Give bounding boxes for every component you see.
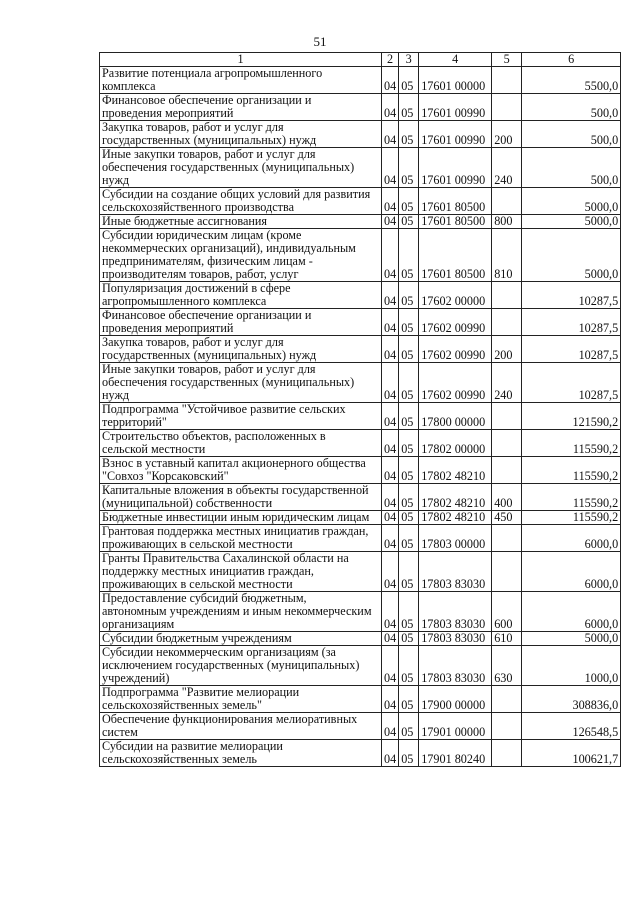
- row-target-code: 17803 00000: [419, 525, 492, 552]
- row-subsection: 05: [399, 484, 419, 511]
- row-amount: 6000,0: [522, 592, 621, 632]
- row-expense-type: [492, 740, 522, 767]
- row-subsection: 05: [399, 403, 419, 430]
- page-number: 51: [313, 34, 327, 49]
- row-section: 04: [382, 552, 399, 592]
- table-row: [100, 632, 621, 646]
- row-name: Подпрограмма "Устойчивое развитие сельских территорий": [100, 403, 382, 430]
- row-target-code: 17602 00000: [419, 282, 492, 309]
- row-target-code: 17803 83030: [419, 552, 492, 592]
- row-name: Субсидии на развитие мелиорации сельскохозяйственных земель: [100, 740, 382, 767]
- row-amount: 10287,5: [522, 336, 621, 363]
- row-name: Предоставление субсидий бюджетным, автономным учреждениям и иным некоммерческим организациям: [100, 592, 382, 632]
- table-row: [100, 646, 621, 686]
- row-target-code: 17802 48210: [419, 457, 492, 484]
- row-target-code: 17601 00000: [419, 67, 492, 94]
- table-row: [100, 148, 621, 188]
- table-row: [100, 309, 621, 336]
- table-row: [100, 484, 621, 511]
- table-row: [100, 229, 621, 282]
- row-name: Грантовая поддержка местных инициатив граждан, проживающих в сельской местности: [100, 525, 382, 552]
- row-section: 04: [382, 67, 399, 94]
- row-amount: 5000,0: [522, 632, 621, 646]
- table-row: [100, 67, 621, 94]
- row-section: 04: [382, 282, 399, 309]
- row-amount: 6000,0: [522, 552, 621, 592]
- row-target-code: 17803 83030: [419, 646, 492, 686]
- row-amount: 500,0: [522, 121, 621, 148]
- table-row: [100, 188, 621, 215]
- row-target-code: 17601 80500: [419, 215, 492, 229]
- row-name: Закупка товаров, работ и услуг для государственных (муниципальных) нужд: [100, 336, 382, 363]
- row-amount: 126548,5: [522, 713, 621, 740]
- table-row: [100, 686, 621, 713]
- row-name: Капитальные вложения в объекты государственной (муниципальной) собственности: [100, 484, 382, 511]
- row-amount: 121590,2: [522, 403, 621, 430]
- row-target-code: 17803 83030: [419, 632, 492, 646]
- row-name: Субсидии некоммерческим организациям (за исключением государственных (муниципальных) учреждений): [100, 646, 382, 686]
- row-name: Развитие потенциала агропромышленного комплекса: [100, 67, 382, 94]
- row-section: 04: [382, 457, 399, 484]
- row-section: 04: [382, 121, 399, 148]
- row-subsection: 05: [399, 94, 419, 121]
- row-expense-type: 630: [492, 646, 522, 686]
- table-row: [100, 511, 621, 525]
- row-amount: 115590,2: [522, 430, 621, 457]
- row-expense-type: 450: [492, 511, 522, 525]
- row-name: Финансовое обеспечение организации и проведения мероприятий: [100, 94, 382, 121]
- row-name: Строительство объектов, расположенных в сельской местности: [100, 430, 382, 457]
- row-name: Субсидии юридическим лицам (кроме некоммерческих организаций), индивидуальным предпринимателям, физическим лицам - производителям товаров, работ, услуг: [100, 229, 382, 282]
- row-section: 04: [382, 592, 399, 632]
- row-amount: 5500,0: [522, 67, 621, 94]
- table-row: [100, 336, 621, 363]
- row-amount: 115590,2: [522, 511, 621, 525]
- row-section: 04: [382, 646, 399, 686]
- row-section: 04: [382, 511, 399, 525]
- row-expense-type: 610: [492, 632, 522, 646]
- row-section: 04: [382, 148, 399, 188]
- table-row: [100, 363, 621, 403]
- header-cell-amount: 6: [522, 53, 621, 67]
- row-expense-type: [492, 282, 522, 309]
- row-name: Подпрограмма "Развитие мелиорации сельскохозяйственных земель": [100, 686, 382, 713]
- row-amount: 100621,7: [522, 740, 621, 767]
- row-expense-type: [492, 686, 522, 713]
- row-subsection: 05: [399, 148, 419, 188]
- row-section: 04: [382, 188, 399, 215]
- row-name: Бюджетные инвестиции иным юридическим лицам: [100, 511, 382, 525]
- row-amount: 10287,5: [522, 363, 621, 403]
- row-expense-type: [492, 430, 522, 457]
- row-section: 04: [382, 229, 399, 282]
- row-subsection: 05: [399, 457, 419, 484]
- row-target-code: 17602 00990: [419, 363, 492, 403]
- row-expense-type: 800: [492, 215, 522, 229]
- row-expense-type: 200: [492, 336, 522, 363]
- table-body: [100, 67, 621, 767]
- row-section: 04: [382, 740, 399, 767]
- table-row: [100, 430, 621, 457]
- row-expense-type: 810: [492, 229, 522, 282]
- row-target-code: 17802 00000: [419, 430, 492, 457]
- row-amount: 5000,0: [522, 215, 621, 229]
- row-target-code: 17901 80240: [419, 740, 492, 767]
- row-amount: 115590,2: [522, 484, 621, 511]
- header-cell-subsection: 3: [399, 53, 419, 67]
- row-name: Закупка товаров, работ и услуг для государственных (муниципальных) нужд: [100, 121, 382, 148]
- row-amount: 115590,2: [522, 457, 621, 484]
- row-section: 04: [382, 484, 399, 511]
- budget-table: [99, 52, 621, 767]
- row-section: 04: [382, 215, 399, 229]
- table-row: [100, 457, 621, 484]
- row-name: Популяризация достижений в сфере агропромышленного комплекса: [100, 282, 382, 309]
- row-subsection: 05: [399, 632, 419, 646]
- row-section: 04: [382, 403, 399, 430]
- row-expense-type: [492, 457, 522, 484]
- row-section: 04: [382, 309, 399, 336]
- row-amount: 10287,5: [522, 309, 621, 336]
- row-subsection: 05: [399, 336, 419, 363]
- row-subsection: 05: [399, 363, 419, 403]
- row-subsection: 05: [399, 552, 419, 592]
- row-subsection: 05: [399, 511, 419, 525]
- row-expense-type: [492, 94, 522, 121]
- row-name: Иные закупки товаров, работ и услуг для обеспечения государственных (муниципальных) нужд: [100, 148, 382, 188]
- row-target-code: 17800 00000: [419, 403, 492, 430]
- row-expense-type: 240: [492, 148, 522, 188]
- row-section: 04: [382, 94, 399, 121]
- row-subsection: 05: [399, 215, 419, 229]
- row-target-code: 17601 00990: [419, 148, 492, 188]
- row-target-code: 17601 80500: [419, 229, 492, 282]
- table-row: [100, 713, 621, 740]
- header-cell-target-code: 4: [419, 53, 492, 67]
- row-target-code: 17901 00000: [419, 713, 492, 740]
- header-row: [100, 53, 621, 67]
- row-target-code: 17602 00990: [419, 336, 492, 363]
- row-target-code: 17601 00990: [419, 94, 492, 121]
- row-target-code: 17602 00990: [419, 309, 492, 336]
- row-target-code: 17802 48210: [419, 511, 492, 525]
- row-section: 04: [382, 686, 399, 713]
- row-name: Финансовое обеспечение организации и проведения мероприятий: [100, 309, 382, 336]
- row-name: Обеспечение функционирования мелиоративных систем: [100, 713, 382, 740]
- row-section: 04: [382, 363, 399, 403]
- table-row: [100, 740, 621, 767]
- row-subsection: 05: [399, 430, 419, 457]
- row-section: 04: [382, 430, 399, 457]
- table-row: [100, 282, 621, 309]
- row-expense-type: [492, 713, 522, 740]
- row-amount: 5000,0: [522, 188, 621, 215]
- row-section: 04: [382, 336, 399, 363]
- row-name: Субсидии на создание общих условий для развития сельскохозяйственного производства: [100, 188, 382, 215]
- row-expense-type: 600: [492, 592, 522, 632]
- row-expense-type: 400: [492, 484, 522, 511]
- row-amount: 308836,0: [522, 686, 621, 713]
- row-amount: 10287,5: [522, 282, 621, 309]
- table-row: [100, 215, 621, 229]
- row-subsection: 05: [399, 188, 419, 215]
- row-expense-type: [492, 552, 522, 592]
- row-subsection: 05: [399, 646, 419, 686]
- row-subsection: 05: [399, 592, 419, 632]
- row-subsection: 05: [399, 67, 419, 94]
- row-name: Субсидии бюджетным учреждениям: [100, 632, 382, 646]
- row-expense-type: [492, 403, 522, 430]
- row-expense-type: [492, 67, 522, 94]
- row-amount: 5000,0: [522, 229, 621, 282]
- row-section: 04: [382, 525, 399, 552]
- row-subsection: 05: [399, 121, 419, 148]
- row-subsection: 05: [399, 740, 419, 767]
- row-amount: 500,0: [522, 148, 621, 188]
- row-subsection: 05: [399, 713, 419, 740]
- header-cell-expense-type: 5: [492, 53, 522, 67]
- row-subsection: 05: [399, 229, 419, 282]
- table-row: [100, 525, 621, 552]
- row-section: 04: [382, 632, 399, 646]
- table-row: [100, 592, 621, 632]
- row-subsection: 05: [399, 525, 419, 552]
- row-amount: 500,0: [522, 94, 621, 121]
- row-amount: 1000,0: [522, 646, 621, 686]
- header-cell-section: 2: [382, 53, 399, 67]
- row-target-code: 17601 80500: [419, 188, 492, 215]
- row-name: Иные бюджетные ассигнования: [100, 215, 382, 229]
- table-row: [100, 403, 621, 430]
- row-expense-type: [492, 309, 522, 336]
- table-row: [100, 94, 621, 121]
- table-row: [100, 121, 621, 148]
- row-target-code: 17601 00990: [419, 121, 492, 148]
- row-name: Взнос в уставный капитал акционерного общества "Совхоз "Корсаковский": [100, 457, 382, 484]
- row-name: Гранты Правительства Сахалинской области на поддержку местных инициатив граждан, проживающих в сельской местности: [100, 552, 382, 592]
- row-name: Иные закупки товаров, работ и услуг для обеспечения государственных (муниципальных) нужд: [100, 363, 382, 403]
- table-row: [100, 552, 621, 592]
- row-subsection: 05: [399, 282, 419, 309]
- row-target-code: 17900 00000: [419, 686, 492, 713]
- row-expense-type: 240: [492, 363, 522, 403]
- row-expense-type: 200: [492, 121, 522, 148]
- row-subsection: 05: [399, 309, 419, 336]
- row-amount: 6000,0: [522, 525, 621, 552]
- row-expense-type: [492, 525, 522, 552]
- row-section: 04: [382, 713, 399, 740]
- row-target-code: 17803 83030: [419, 592, 492, 632]
- row-target-code: 17802 48210: [419, 484, 492, 511]
- header-cell-name: 1: [100, 53, 382, 67]
- row-expense-type: [492, 188, 522, 215]
- row-subsection: 05: [399, 686, 419, 713]
